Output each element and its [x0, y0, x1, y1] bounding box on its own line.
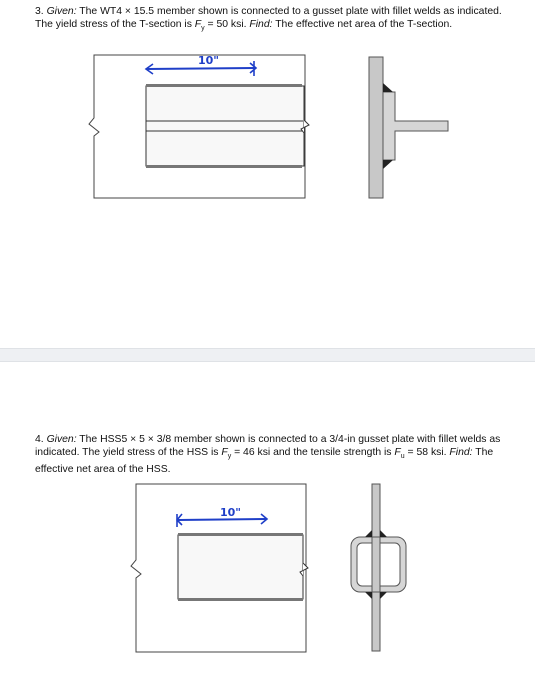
problem-3-fy-subscript: y [201, 25, 205, 33]
problem-4-fy-symbol: F [221, 447, 228, 459]
problem-4-find-text: The effective net area of the HSS. [35, 447, 494, 476]
weld-symbol-bottom-right-4 [380, 592, 387, 599]
problem-3-fy-symbol: F [194, 19, 202, 31]
problem-3-find-text: The effective net area of the T-section. [272, 19, 453, 31]
dimension-line-4 [178, 519, 266, 520]
problem-4-fu-symbol: F [394, 447, 401, 459]
problem-3-given-label: Given: [46, 6, 77, 17]
hss-member-body [178, 535, 303, 599]
weld-symbol-top-left-4 [365, 530, 372, 537]
problem-4-given-text-1: The HSS5 × 5 × 3/8 member shown is connected to a 3/4-in gusset plate with fillet welds as indicated. The yield stress of the HSS is [35, 434, 501, 459]
problem-4-given-text-2: = 46 ksi and the tensile strength is [231, 447, 395, 459]
problem-3-given-text-1: The WT4 × 15.5 member shown is connected to a gusset plate with fillet welds as indicated. The yield stress of the T-section is [35, 6, 502, 31]
problem-4-fu-subscript: u [400, 453, 405, 461]
problem-4-given-label: Given: [46, 434, 77, 445]
problem-4-given-text-3: = 58 ksi. [404, 447, 450, 459]
hss-weld-bottom [178, 598, 303, 601]
problem-4-find-label: Find: [449, 447, 473, 459]
problem-3-find-label: Find: [249, 19, 273, 31]
hss-weld-top [178, 533, 303, 536]
problem-3-given-text-2: = 50 ksi. [204, 19, 250, 31]
dimension-label-10in-4: 10" [220, 506, 242, 519]
problem-3-number: 3. [35, 6, 44, 17]
weld-symbol-bottom-left-4 [365, 592, 372, 599]
problem-4-number: 4. [35, 434, 44, 445]
weld-symbol-top-right-4 [380, 530, 387, 537]
dimension-label-10in: 10" [198, 54, 220, 67]
gusset-plate-overlay [372, 537, 380, 592]
problem-4-fy-subscript: y [227, 453, 232, 461]
